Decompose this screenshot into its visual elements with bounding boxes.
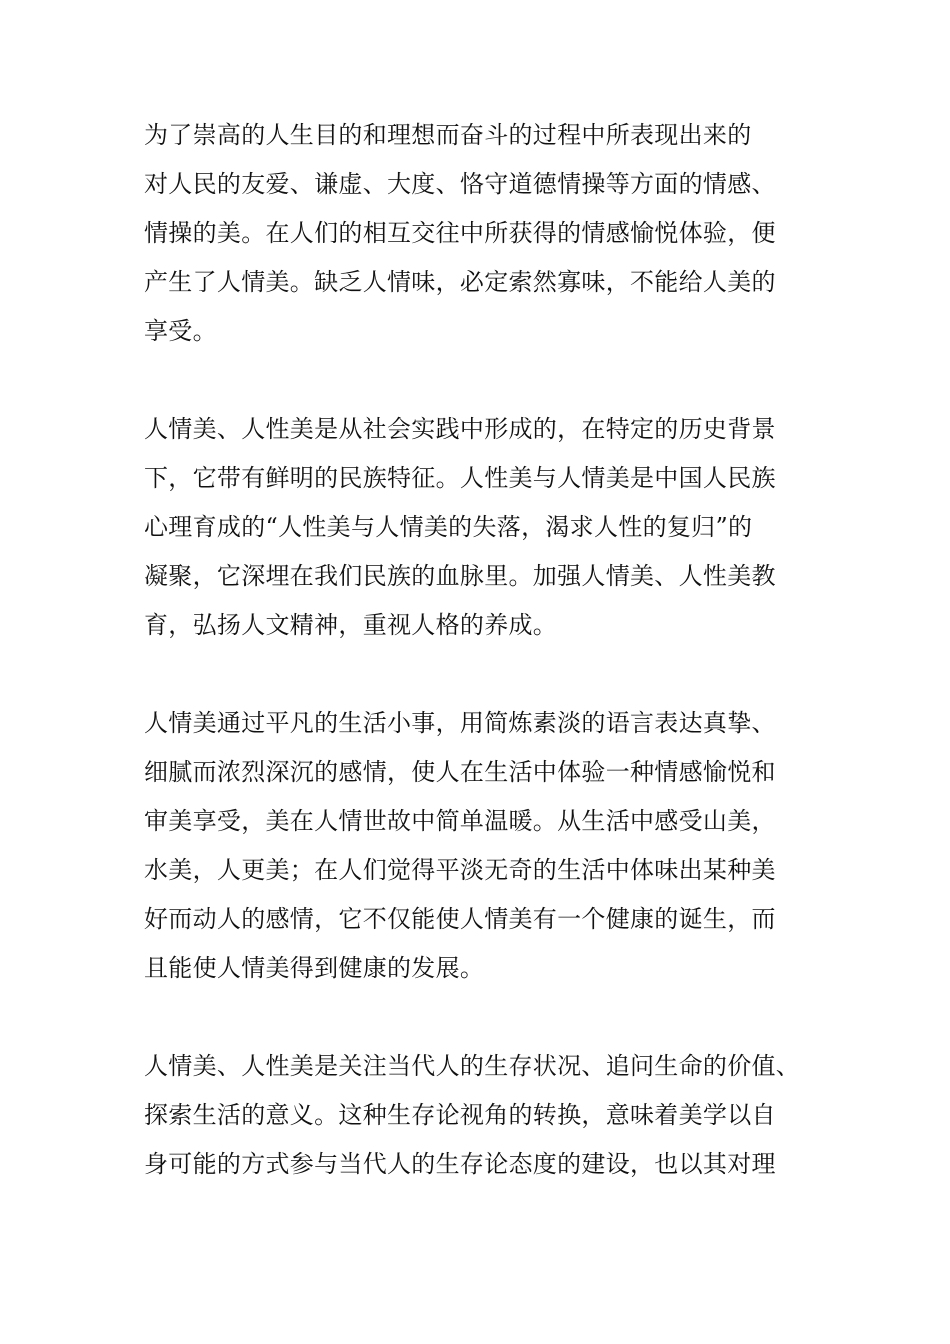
paragraph-1 xyxy=(144,111,814,356)
text-line: 享受。 xyxy=(144,317,217,345)
text-line: 且能使人情美得到健康的发展。 xyxy=(144,954,485,982)
text-line: 人情美通过平凡的生活小事，用简炼素淡的语言表达真挚、 xyxy=(144,709,776,737)
text-line: 人情美、人性美是关注当代人的生存状况、追问生命的价值、 xyxy=(144,1052,801,1080)
text-line: 细腻而浓烈深沉的感情，使人在生活中体验一种情感愉悦和 xyxy=(144,758,776,786)
paragraph-2 xyxy=(144,405,814,650)
text-line: 水美，人更美；在人们觉得平淡无奇的生活中体味出某种美 xyxy=(144,856,776,884)
text-line: 心理育成的“人性美与人情美的失落，渴求人性的复归”的 xyxy=(144,513,753,541)
paragraph-spacer xyxy=(144,993,814,1042)
text-line: 人情美、人性美是从社会实践中形成的，在特定的历史背景 xyxy=(144,415,776,443)
text-line: 育，弘扬人文精神，重视人格的养成。 xyxy=(144,611,558,639)
text-line: 下，它带有鲜明的民族特征。人性美与人情美是中国人民族 xyxy=(144,464,776,492)
text-line: 审美享受，美在人情世故中简单温暖。从生活中感受山美， xyxy=(144,807,776,835)
text-line: 对人民的友爱、谦虚、大度、恪守道德情操等方面的情感、 xyxy=(144,170,776,198)
text-line: 身可能的方式参与当代人的生存论态度的建设，也以其对理 xyxy=(144,1150,776,1178)
paragraph-spacer xyxy=(144,356,814,405)
text-line: 情操的美。在人们的相互交往中所获得的情感愉悦体验，便 xyxy=(144,219,776,247)
document-body xyxy=(144,111,814,1189)
text-line: 探索生活的意义。这种生存论视角的转换，意味着美学以自 xyxy=(144,1101,776,1129)
paragraph-spacer xyxy=(144,650,814,699)
text-line: 为了崇高的人生目的和理想而奋斗的过程中所表现出来的 xyxy=(144,121,752,149)
text-line: 凝聚，它深埋在我们民族的血脉里。加强人情美、人性美教 xyxy=(144,562,776,590)
text-line: 产生了人情美。缺乏人情味，必定索然寡味，不能给人美的 xyxy=(144,268,776,296)
paragraph-4 xyxy=(144,1042,814,1189)
paragraph-3 xyxy=(144,699,814,993)
text-line: 好而动人的感情，它不仅能使人情美有一个健康的诞生，而 xyxy=(144,905,776,933)
